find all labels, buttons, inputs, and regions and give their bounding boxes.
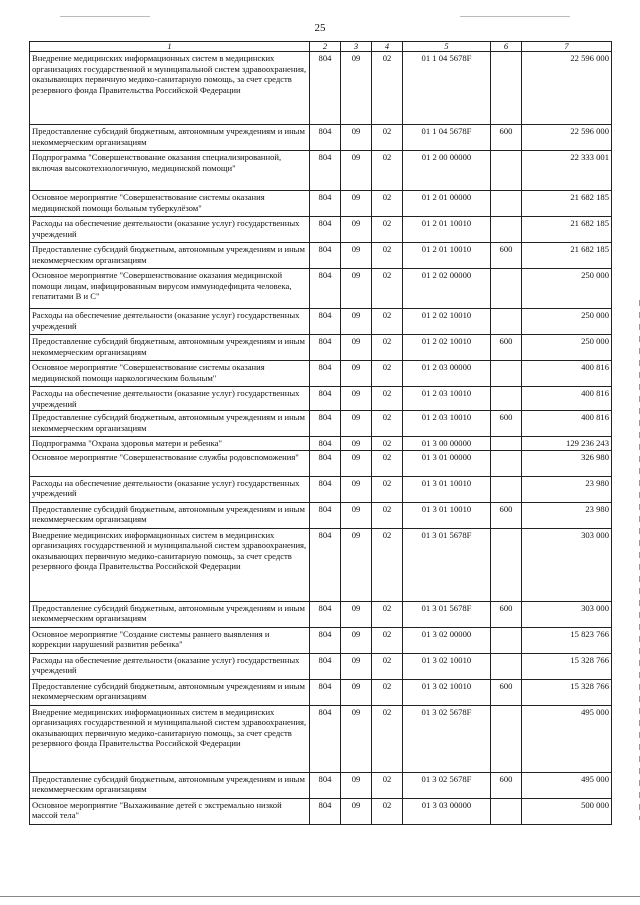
row-code-ministry: 804 [310,476,341,502]
row-amount: 303 000 [522,601,612,627]
row-code-target: 01 3 00 00000 [403,437,491,451]
row-code-expense-type: 600 [491,411,522,437]
row-amount: 250 000 [522,309,612,335]
row-code-section: 09 [341,772,372,798]
table-row [30,437,612,451]
row-code-ministry: 804 [310,217,341,243]
row-code-target: 01 1 04 5678F [403,52,491,125]
table-row [30,679,612,705]
row-name: Внедрение медицинских информационных систем в медицинских организациях государственной и муниципальной систем здравоохранения, оказывающих первичную медико-санитарную помощь, за счет средств резервного фонда Правительства Российской Федерации [30,528,310,601]
table-row [30,627,612,653]
row-name: Расходы на обеспечение деятельности (оказание услуг) государственных учреждений [30,387,310,411]
row-code-target: 01 2 03 00000 [403,361,491,387]
row-code-section: 09 [341,243,372,269]
row-code-section: 09 [341,476,372,502]
row-amount: 326 980 [522,450,612,476]
row-code-expense-type [491,627,522,653]
table-row [30,601,612,627]
row-name: Предоставление субсидий бюджетным, автономным учреждениям и иным некоммерческим организациям [30,772,310,798]
row-code-ministry: 804 [310,243,341,269]
row-code-target: 01 2 01 00000 [403,191,491,217]
row-code-section: 09 [341,437,372,451]
table-row [30,269,612,309]
row-code-ministry: 804 [310,125,341,151]
row-code-target: 01 3 02 10010 [403,653,491,679]
row-code-expense-type [491,387,522,411]
column-header-4: 4 [372,42,403,52]
row-code-target: 01 3 01 10010 [403,502,491,528]
column-number-row [30,42,612,52]
row-code-subsection: 02 [372,269,403,309]
row-name: Предоставление субсидий бюджетным, автономным учреждениям и иным некоммерческим организациям [30,679,310,705]
table-row [30,309,612,335]
row-code-ministry: 804 [310,502,341,528]
column-header-6: 6 [491,42,522,52]
row-code-subsection: 02 [372,705,403,772]
row-code-target: 01 3 01 10010 [403,476,491,502]
row-code-ministry: 804 [310,269,341,309]
row-code-section: 09 [341,151,372,191]
row-code-expense-type: 600 [491,502,522,528]
row-name: Предоставление субсидий бюджетным, автономным учреждениям и иным некоммерческим организациям [30,125,310,151]
row-code-section: 09 [341,627,372,653]
row-code-section: 09 [341,309,372,335]
row-code-section: 09 [341,361,372,387]
row-name: Внедрение медицинских информационных систем в медицинских организациях государственной и муниципальной систем здравоохранения, оказывающих первичную медико-санитарную помощь, за счет средств резервного фонда Правительства Российской Федерации [30,705,310,772]
row-name: Основное мероприятие "Совершенствование оказания медицинской помощи лицам, инфицированным вирусом иммунодефицита человека, гепатитами В и С" [30,269,310,309]
row-code-target: 01 3 03 00000 [403,798,491,824]
row-code-target: 01 1 04 5678F [403,125,491,151]
row-code-expense-type [491,705,522,772]
row-code-target: 01 3 02 5678F [403,772,491,798]
row-amount: 250 000 [522,335,612,361]
table-row [30,361,612,387]
row-name: Предоставление субсидий бюджетным, автономным учреждениям и иным некоммерческим организациям [30,411,310,437]
row-code-target: 01 3 01 5678F [403,528,491,601]
table-row [30,335,612,361]
row-amount: 22 596 000 [522,125,612,151]
row-amount: 495 000 [522,705,612,772]
row-code-subsection: 02 [372,528,403,601]
row-amount: 250 000 [522,269,612,309]
row-amount: 21 682 185 [522,217,612,243]
budget-table [29,41,612,825]
row-code-expense-type: 600 [491,125,522,151]
table-row [30,52,612,125]
row-code-subsection: 02 [372,151,403,191]
table-row [30,528,612,601]
row-code-section: 09 [341,191,372,217]
row-code-expense-type [491,151,522,191]
row-code-expense-type: 600 [491,679,522,705]
row-name: Предоставление субсидий бюджетным, автономным учреждениям и иным некоммерческим организациям [30,502,310,528]
row-code-expense-type [491,437,522,451]
table-row [30,243,612,269]
row-amount: 400 816 [522,387,612,411]
row-code-subsection: 02 [372,476,403,502]
row-code-target: 01 3 02 10010 [403,679,491,705]
row-name: Расходы на обеспечение деятельности (оказание услуг) государственных учреждений [30,309,310,335]
row-code-target: 01 2 00 00000 [403,151,491,191]
row-code-target: 01 3 01 00000 [403,450,491,476]
table-body [30,52,612,825]
row-code-expense-type: 600 [491,243,522,269]
row-code-expense-type: 600 [491,772,522,798]
row-code-expense-type [491,653,522,679]
row-code-target: 01 3 02 5678F [403,705,491,772]
row-code-target: 01 2 01 10010 [403,217,491,243]
row-name: Расходы на обеспечение деятельности (оказание услуг) государственных учреждений [30,476,310,502]
row-amount: 303 000 [522,528,612,601]
row-code-subsection: 02 [372,653,403,679]
row-code-target: 01 2 02 10010 [403,335,491,361]
row-code-section: 09 [341,601,372,627]
row-name: Предоставление субсидий бюджетным, автономным учреждениям и иным некоммерческим организациям [30,243,310,269]
row-code-subsection: 02 [372,437,403,451]
row-code-target: 01 3 01 5678F [403,601,491,627]
row-amount: 15 328 766 [522,679,612,705]
row-code-subsection: 02 [372,411,403,437]
table-row [30,450,612,476]
table-row [30,772,612,798]
row-code-section: 09 [341,679,372,705]
row-code-section: 09 [341,528,372,601]
table-row [30,217,612,243]
row-code-subsection: 02 [372,125,403,151]
row-code-expense-type [491,798,522,824]
row-code-ministry: 804 [310,528,341,601]
row-code-ministry: 804 [310,387,341,411]
column-header-2: 2 [310,42,341,52]
row-code-ministry: 804 [310,191,341,217]
row-code-ministry: 804 [310,361,341,387]
table-row [30,191,612,217]
row-amount: 21 682 185 [522,191,612,217]
row-code-ministry: 804 [310,705,341,772]
row-code-section: 09 [341,653,372,679]
row-code-ministry: 804 [310,437,341,451]
row-amount: 129 236 243 [522,437,612,451]
row-name: Основное мероприятие "Совершенствование системы оказания медицинской помощи больным туберкулёзом" [30,191,310,217]
row-amount: 23 980 [522,502,612,528]
row-code-expense-type [491,476,522,502]
row-amount: 400 816 [522,411,612,437]
table-row [30,653,612,679]
row-code-expense-type [491,52,522,125]
row-code-subsection: 02 [372,309,403,335]
row-code-ministry: 804 [310,151,341,191]
row-code-section: 09 [341,125,372,151]
table-row [30,387,612,411]
row-name: Внедрение медицинских информационных систем в медицинских организациях государственной и муниципальной систем здравоохранения, оказывающих первичную медико-санитарную помощь, за счет средств резервного фонда Правительства Российской Федерации [30,52,310,125]
scan-marks [0,16,640,18]
row-code-section: 09 [341,335,372,361]
row-amount: 22 333 001 [522,151,612,191]
row-code-target: 01 2 01 10010 [403,243,491,269]
row-name: Основное мероприятие "Совершенствование службы родовспоможения" [30,450,310,476]
row-amount: 23 980 [522,476,612,502]
row-code-subsection: 02 [372,601,403,627]
row-code-target: 01 2 03 10010 [403,411,491,437]
row-code-ministry: 804 [310,52,341,125]
row-code-ministry: 804 [310,309,341,335]
table-row [30,705,612,772]
table-row [30,476,612,502]
row-code-subsection: 02 [372,679,403,705]
row-amount: 400 816 [522,361,612,387]
row-code-section: 09 [341,450,372,476]
row-name: Подпрограмма "Совершенствование оказания специализированной, включая высокотехнологичную, медицинской помощи" [30,151,310,191]
row-code-subsection: 02 [372,502,403,528]
row-code-subsection: 02 [372,217,403,243]
row-code-target: 01 2 02 00000 [403,269,491,309]
row-code-target: 01 2 03 10010 [403,387,491,411]
row-code-ministry: 804 [310,679,341,705]
row-code-expense-type [491,528,522,601]
row-name: Предоставление субсидий бюджетным, автономным учреждениям и иным некоммерческим организациям [30,601,310,627]
row-code-target: 01 2 02 10010 [403,309,491,335]
row-code-ministry: 804 [310,653,341,679]
row-code-expense-type [491,191,522,217]
table-row [30,502,612,528]
row-code-section: 09 [341,502,372,528]
row-name: Основное мероприятие "Совершенствование системы оказания медицинской помощи наркологическим больным" [30,361,310,387]
row-code-subsection: 02 [372,335,403,361]
row-code-subsection: 02 [372,243,403,269]
row-code-subsection: 02 [372,191,403,217]
table-row [30,125,612,151]
row-name: Расходы на обеспечение деятельности (оказание услуг) государственных учреждений [30,217,310,243]
row-code-section: 09 [341,798,372,824]
row-code-section: 09 [341,269,372,309]
row-code-ministry: 804 [310,335,341,361]
scan-bottom-line [0,896,640,897]
row-amount: 495 000 [522,772,612,798]
row-code-subsection: 02 [372,772,403,798]
row-name: Основное мероприятие "Выхаживание детей с экстремально низкой массой тела" [30,798,310,824]
table-row [30,411,612,437]
row-code-subsection: 02 [372,798,403,824]
row-code-section: 09 [341,411,372,437]
row-code-expense-type: 600 [491,601,522,627]
column-header-5: 5 [403,42,491,52]
column-header-7: 7 [522,42,612,52]
row-amount: 15 823 766 [522,627,612,653]
table-row [30,151,612,191]
row-code-expense-type [491,450,522,476]
row-code-ministry: 804 [310,450,341,476]
row-name: Расходы на обеспечение деятельности (оказание услуг) государственных учреждений [30,653,310,679]
row-code-subsection: 02 [372,52,403,125]
column-header-1: 1 [30,42,310,52]
row-code-expense-type: 600 [491,335,522,361]
row-code-expense-type [491,217,522,243]
row-code-section: 09 [341,705,372,772]
row-name: Подпрограмма "Охрана здоровья матери и ребенка" [30,437,310,451]
row-code-target: 01 3 02 00000 [403,627,491,653]
row-code-section: 09 [341,52,372,125]
row-code-expense-type [491,309,522,335]
row-code-section: 09 [341,387,372,411]
row-code-subsection: 02 [372,387,403,411]
row-code-ministry: 804 [310,411,341,437]
row-code-subsection: 02 [372,450,403,476]
row-code-ministry: 804 [310,772,341,798]
row-code-section: 09 [341,217,372,243]
row-amount: 21 682 185 [522,243,612,269]
row-name: Основное мероприятие "Создание системы раннего выявления и коррекции нарушений развития ребенка" [30,627,310,653]
row-code-subsection: 02 [372,627,403,653]
row-code-ministry: 804 [310,627,341,653]
row-name: Предоставление субсидий бюджетным, автономным учреждениям и иным некоммерческим организациям [30,335,310,361]
row-code-subsection: 02 [372,361,403,387]
row-code-expense-type [491,269,522,309]
row-code-ministry: 804 [310,798,341,824]
page-number: 25 [314,22,326,34]
row-amount: 500 000 [522,798,612,824]
table-row [30,798,612,824]
row-amount: 15 328 766 [522,653,612,679]
row-code-expense-type [491,361,522,387]
column-header-3: 3 [341,42,372,52]
row-amount: 22 596 000 [522,52,612,125]
row-code-ministry: 804 [310,601,341,627]
